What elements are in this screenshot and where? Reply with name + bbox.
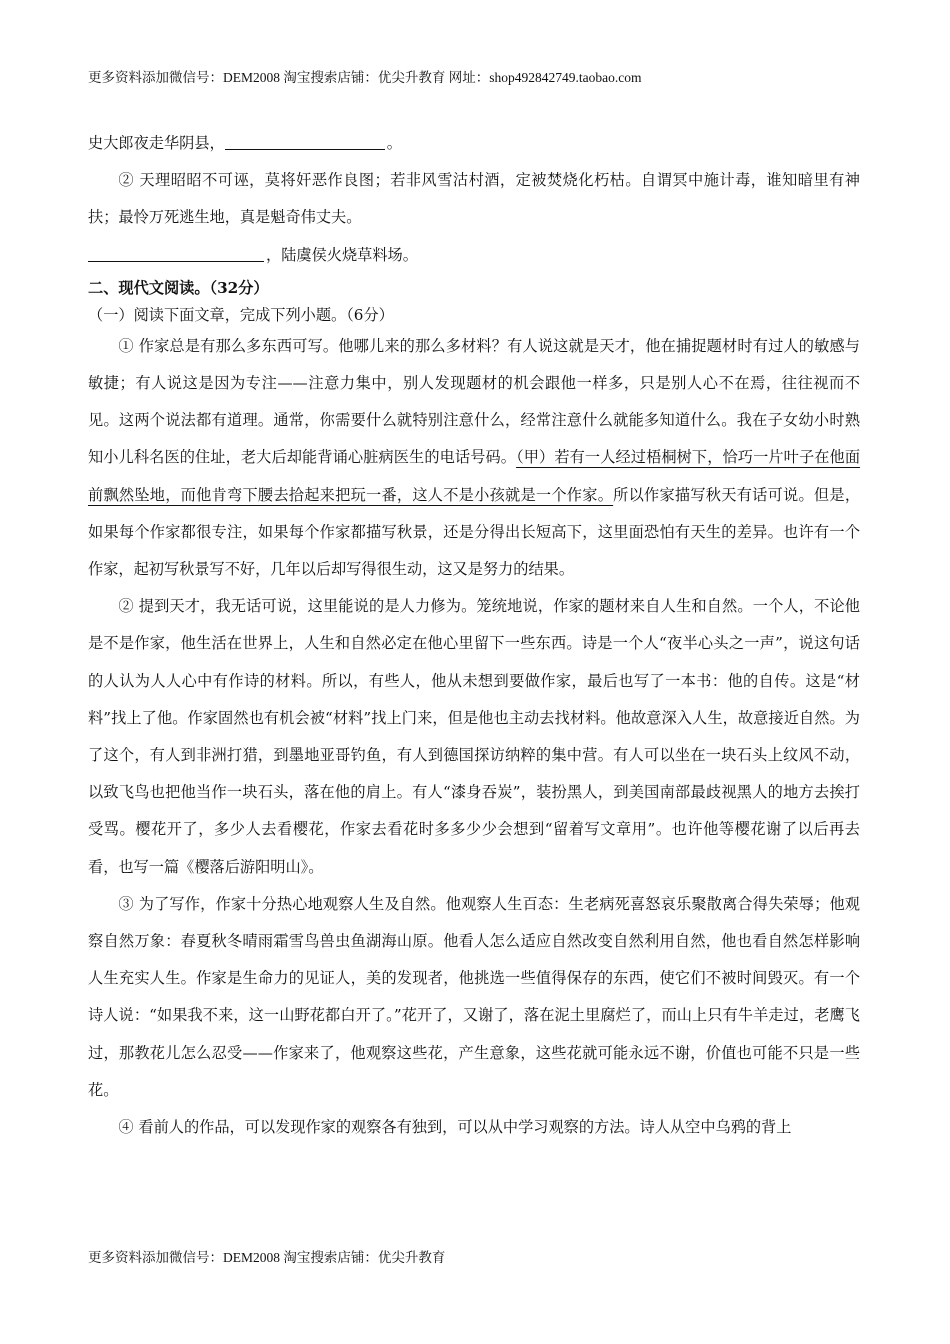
- paragraph-1-text: ① 作家总是有那么多东西可写。他哪儿来的那么多材料？有人说这就是天才，他在捕捉题材时有过人的敏感与敏捷；有人说这是因为专注——注意力集中，别人发现题材的机会跟他一样多，只是别人心不在焉，往往视而不见。这两个说法都有道理。通常，你需要什么就特别注意什么，经常注意什么就能多知道什么。我在子女幼小时熟知小儿科名医的住址，老大后却能背诵心脏病医生的电话号码。: [88, 336, 860, 467]
- paragraph-1-text-tail: 所以作家描写秋天有话可说。但是，如果每个作家都很专注，如果每个作家都描写秋景，还是分得出长短高下，这里面恐怕有天生的差异。也许有一个作家，起初写秋景写不好，几年以后却写得很生动，这又是努力的结果。: [88, 485, 861, 579]
- fill-blank-suffix: ，陆虞侯火烧草料场。: [266, 245, 418, 264]
- fill-blank-prefix: 史大郎夜走华阴县，: [88, 134, 225, 152]
- article-paragraph-2: ② 提到天才，我无话可说，这里能说的是人力修为。笼统地说，作家的题材来自人生和自然。一个人，不论他是不是作家，他生活在世界上，人生和自然必定在他心里留下一些东西。诗是一个人“夜半心头之一声”，说这句话的人认为人人心中有作诗的材料。所以，有些人，他从未想到要做作家，最后也写了一本书：他的自传。这是“材料”找上了他。作家固然也有机会被“材料”找上门来，但是他也主动去找材料。他故意深入人生，故意接近自然。为了这个，有人到非洲打猎，到墨地亚哥钓鱼，有人到德国探访纳粹的集中营。有人可以坐在一块石头上纹风不动，以致飞鸟也把他当作一块石头，落在他的肩上。有人“漆身吞炭”，装扮黑人，到美国南部最歧视黑人的地方去挨打受骂。樱花开了，多少人去看樱花，作家去看花时多多少少会想到“留着写文章用”。也许他等樱花谢了以后再去看，也写一篇《樱落后游阳明山》。: [88, 597, 860, 876]
- answer-blank[interactable]: [225, 133, 385, 150]
- page-footer: 更多资料添加微信号：DEM2008 淘宝搜索店铺：优尖升教育: [88, 1250, 446, 1265]
- article-paragraph-4: ④ 看前人的作品，可以发现作家的观察各有独到，可以从中学习观察的方法。诗人从空中乌鸦的背上: [118, 1118, 792, 1137]
- section-title: 二、现代文阅读。（32分）: [88, 278, 269, 297]
- document-body: [88, 125, 860, 1146]
- fill-blank-line-2: [88, 237, 860, 274]
- article-paragraph-1: [88, 328, 860, 588]
- fill-blank-line-1: [88, 125, 860, 162]
- underlined-sentence-jia: （甲）若有一人经过梧桐树下，恰巧一片叶子在他面前飘然坠地，而他肯弯下腰去拾起来把玩一番，这人不是小孩就是一个作家。: [88, 448, 861, 504]
- poem-item-2: ② 天理昭昭不可诬，莫将奸恶作良图；若非风雪沽村酒，定被焚烧化朽枯。自谓冥中施计毒，谁知暗里有神扶；最怜万死逃生地，真是魁奇伟丈夫。: [88, 171, 860, 227]
- fill-blank-suffix: 。: [386, 134, 402, 152]
- answer-blank[interactable]: [88, 245, 264, 262]
- article-paragraph-3: ③ 为了写作，作家十分热心地观察人生及自然。他观察人生百态：生老病死喜怒哀乐聚散离合得失荣辱；他观察自然万象：春夏秋冬晴雨霜雪鸟兽虫鱼湖海山原。他看人怎么适应自然改变自然利用自然，他也看自然怎样影响人生充实人生。作家是生命力的见证人，美的发现者，他挑选一些值得保存的东西，使它们不被时间毁灭。有一个诗人说：“如果我不来，这一山野花都白开了。”花开了，又谢了，落在泥土里腐烂了，而山上只有牛羊走过，老鹰飞过，那教花儿怎么忍受——作家来了，他观察这些花，产生意象，这些花就可能永远不谢，价值也可能不只是一些花。: [88, 894, 860, 1099]
- page-header: 更多资料添加微信号：DEM2008 淘宝搜索店铺：优尖升教育 网址：shop492842749.taobao.com: [88, 70, 642, 85]
- section-subtitle: （一）阅读下面文章，完成下列小题。（6分）: [88, 305, 394, 324]
